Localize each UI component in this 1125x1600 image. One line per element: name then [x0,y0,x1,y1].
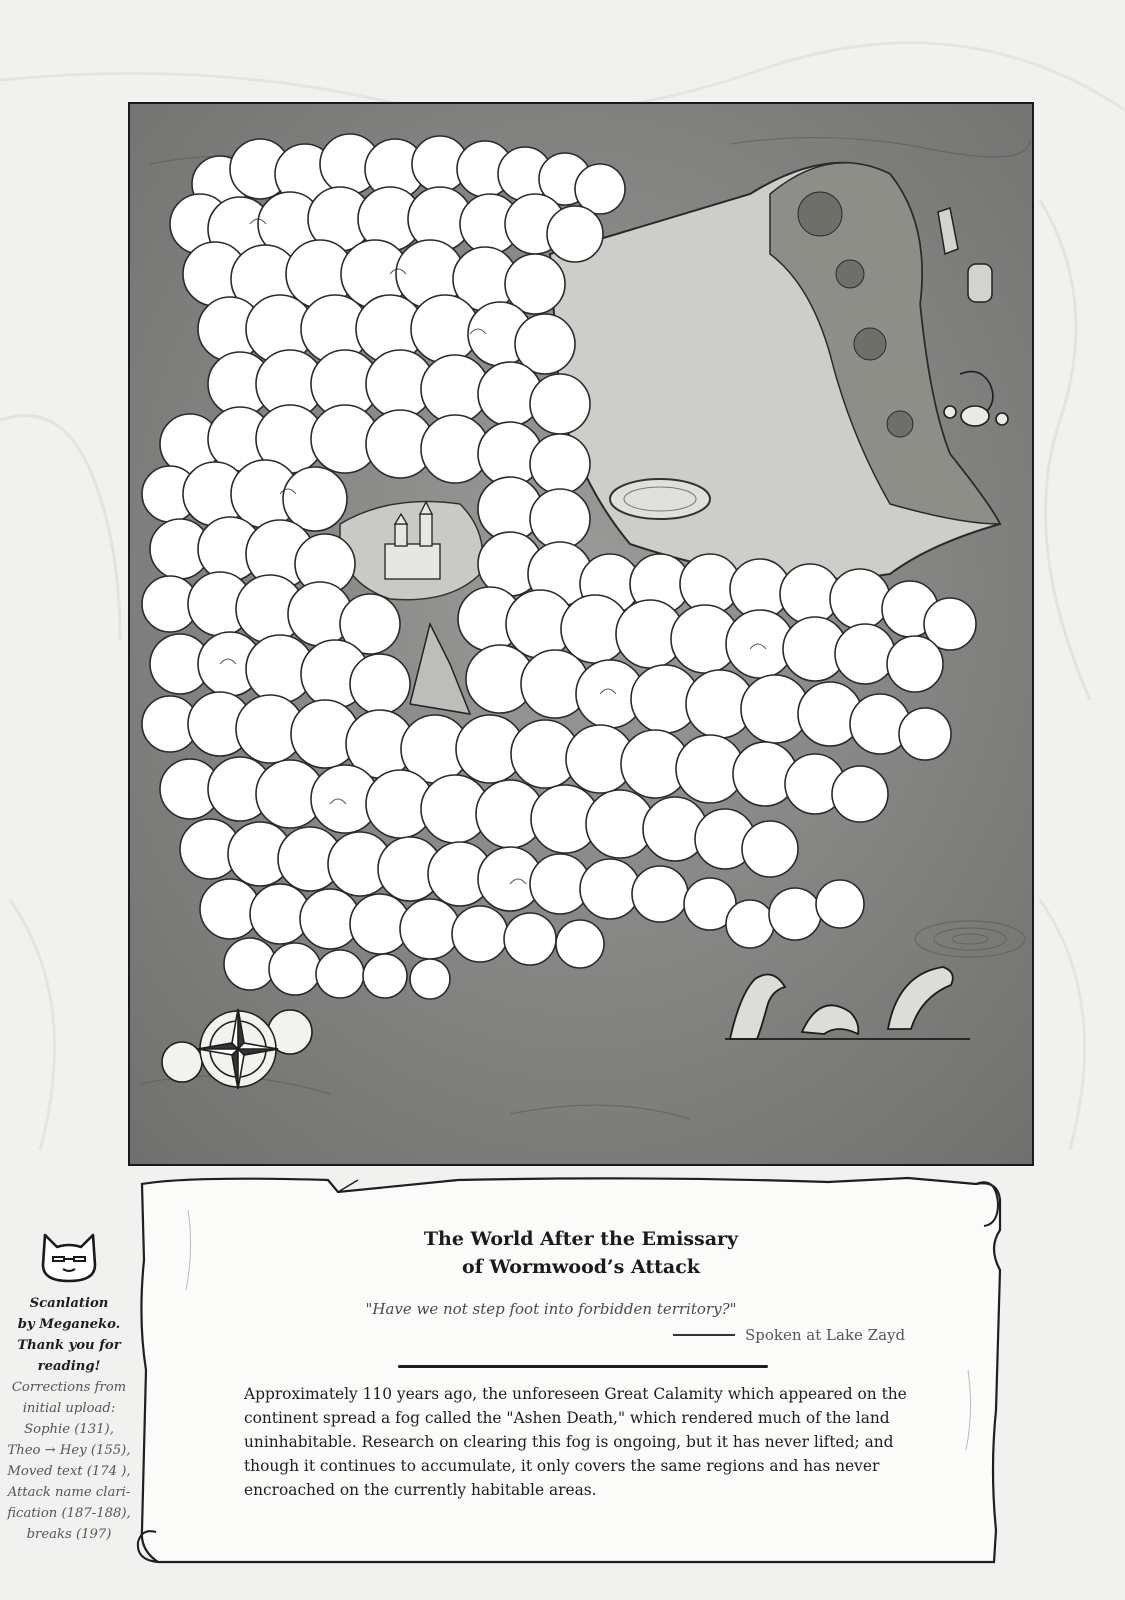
credit-line-3: Thank you for [17,1338,121,1353]
corrections-line-8: breaks (197) [26,1527,112,1542]
card-title-line-2: of Wormwood’s Attack [462,1256,700,1278]
crater [610,479,710,519]
quote-attribution [673,1326,905,1344]
attribution-text: Spoken at Lake Zayd [745,1326,906,1344]
world-map-illustration [130,104,1034,1166]
corrections-line-4: Theo → Hey (155), [7,1443,131,1458]
card-quote: "Have we not step foot into forbidden territory?" [365,1300,737,1318]
card-title [128,1225,1034,1281]
world-map [128,102,1034,1166]
title-divider [398,1365,768,1368]
corrections-line-2: initial upload: [22,1401,116,1416]
credit-line-2: by Meganeko. [17,1317,121,1332]
card-title-line-1: The World After the Emissary [423,1228,739,1250]
info-scroll [128,1170,1034,1570]
credit-line-1: Scanlation [29,1296,109,1311]
corrections-line-3: Sophie (131), [24,1422,114,1437]
corrections-line-1: Corrections from [11,1380,127,1395]
corrections-line-5: Moved text (174 ), [7,1464,131,1479]
corrections-line-6: Attack name clari- [7,1485,131,1500]
credit-line-4: reading! [37,1359,101,1374]
attribution-dash [673,1334,735,1336]
corrections-line-7: fication (187-188), [7,1506,131,1521]
scanlation-credits [0,1225,138,1545]
card-body-text: Approximately 110 years ago, the unforeseen Great Calamity which appeared on the continent spread a fog called the "Ashen Death," which rendered much of the land uninhabitable. Research on clearing this fog is ongoing, but it has never lifted; and though it continues to accumulate, it only covers the same regions and has never encroached on the currently habitable areas. [244,1385,907,1499]
cat-with-glasses-icon [37,1225,101,1285]
